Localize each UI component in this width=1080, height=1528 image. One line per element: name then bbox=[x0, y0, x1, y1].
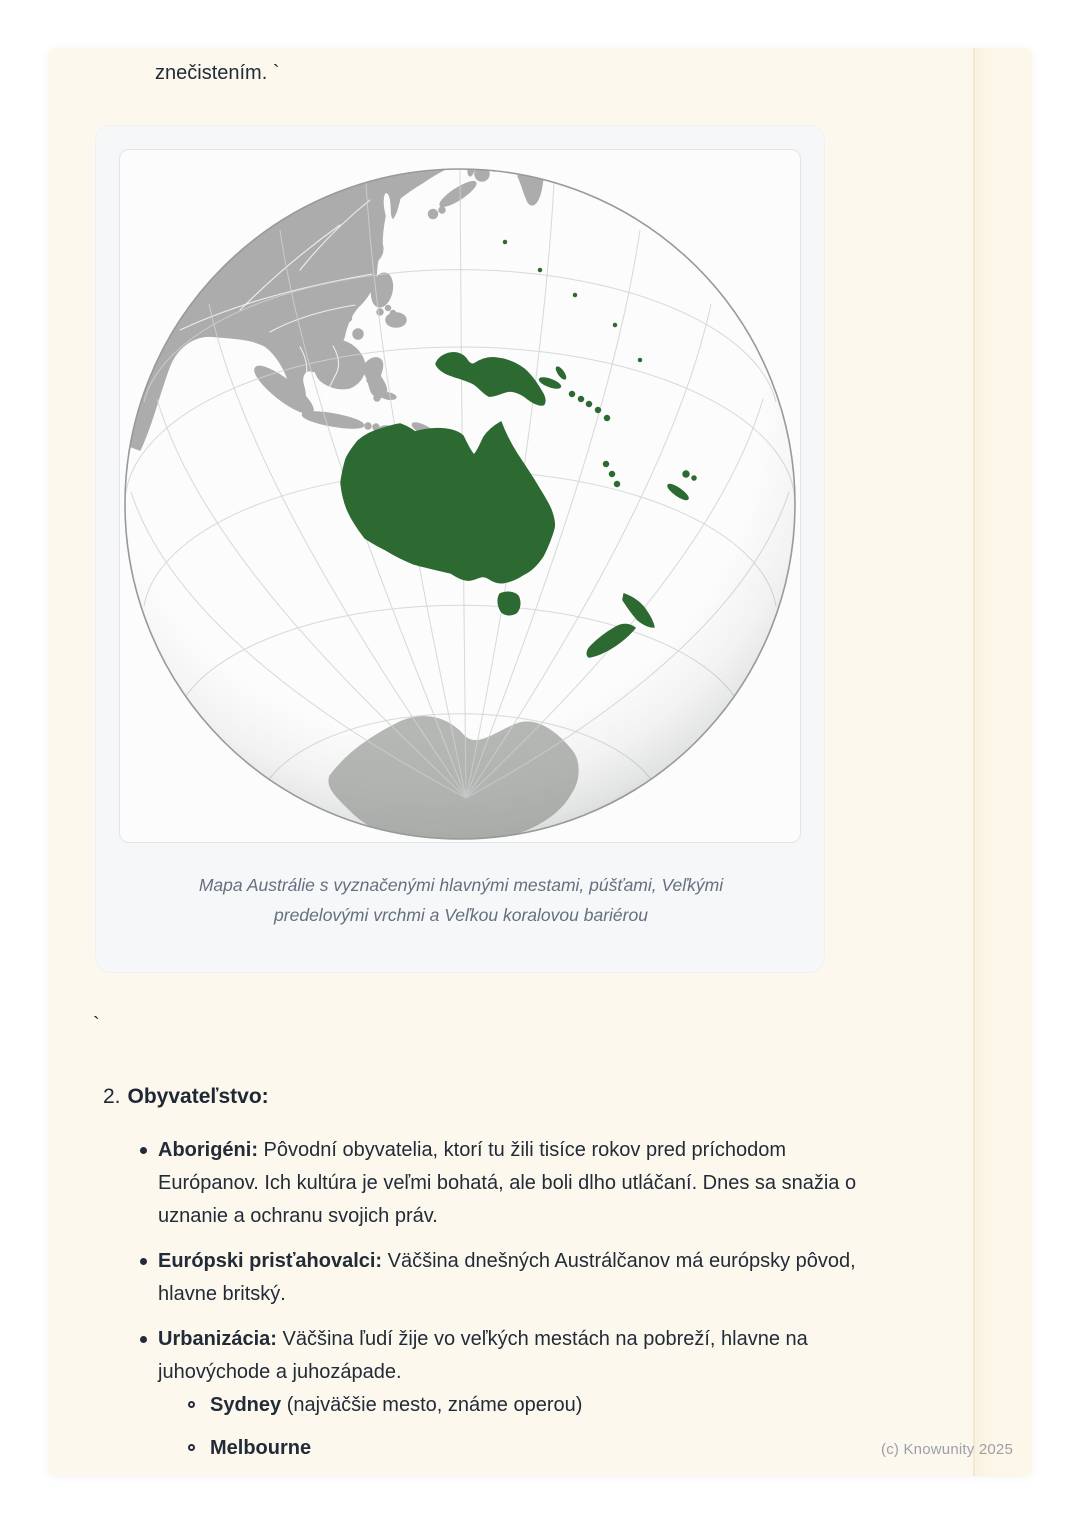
circle-bullet-icon bbox=[188, 1401, 195, 1408]
circle-bullet-icon bbox=[188, 1444, 195, 1451]
list-item-text: (najväčšie mesto, známe operou) bbox=[281, 1394, 583, 1416]
list-item-term: Sydney bbox=[210, 1394, 282, 1416]
bullet-icon bbox=[140, 1147, 147, 1154]
city-sub-list bbox=[186, 1389, 863, 1465]
list-item-term: Aborigéni: bbox=[158, 1139, 258, 1161]
list-item-sydney bbox=[186, 1389, 863, 1422]
australia-globe-map-image[interactable] bbox=[119, 149, 801, 843]
list-item-aborigeni bbox=[140, 1134, 863, 1233]
copyright-watermark: (c) Knowunity 2025 bbox=[881, 1441, 1014, 1458]
list-item-text: Väčšina dnešných Austrálčanov má európsky pôvod, hlavne britský. bbox=[158, 1250, 856, 1305]
list-item-text: Pôvodní obyvatelia, ktorí tu žili tisíce rokov pred príchodom Európanov. Ich kultúra je veľmi bohatá, ale boli dlho utláčaní. Dnes sa snažia o uznanie a ochranu svojich práv. bbox=[158, 1139, 857, 1227]
australia-globe-map bbox=[120, 150, 800, 842]
sphere-shading bbox=[125, 169, 795, 839]
list-item-text: Väčšina ľudí žije vo veľkých mestách na pobreží, hlavne na juhovýchode a juhozápade. bbox=[158, 1328, 808, 1383]
list-item-term: Melbourne bbox=[210, 1437, 312, 1459]
notes-page bbox=[48, 48, 1032, 1476]
paragraph-continuation: znečistením. ` bbox=[155, 62, 280, 84]
list-item-urbanizacia bbox=[140, 1323, 863, 1465]
figure-caption: Mapa Austrálie s vyznačenými hlavnými mestami, púšťami, Veľkými predelovými vrchmi a Veľkou koralovou bariérou bbox=[198, 875, 724, 925]
population-bullet-list bbox=[140, 1134, 863, 1477]
list-item-term: Urbanizácia: bbox=[158, 1328, 277, 1350]
section-title: Obyvateľstvo: bbox=[127, 1085, 269, 1108]
stray-backtick: ` bbox=[93, 1014, 100, 1036]
bullet-icon bbox=[140, 1258, 147, 1265]
list-item-term: Európski prisťahovalci: bbox=[158, 1250, 383, 1272]
bullet-icon bbox=[140, 1336, 147, 1343]
page-edge-strip bbox=[973, 48, 1032, 1476]
map-figure-card bbox=[95, 125, 825, 973]
list-item-melbourne bbox=[186, 1432, 863, 1465]
section-heading bbox=[103, 1083, 269, 1111]
list-item-europski-pristahovalci bbox=[140, 1245, 863, 1311]
section-number: 2. bbox=[103, 1085, 121, 1108]
